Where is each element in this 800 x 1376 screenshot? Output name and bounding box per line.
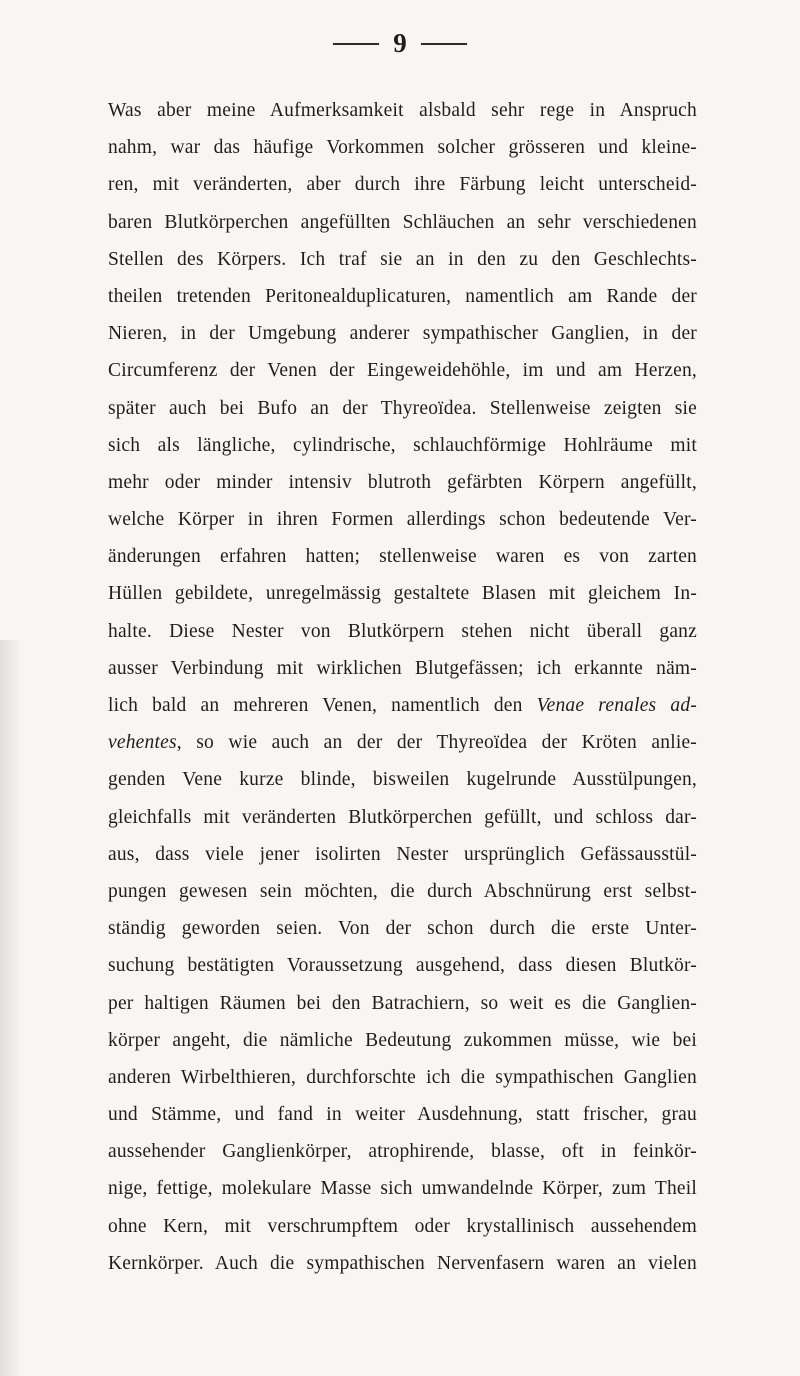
text-line: nahm, war das häufige Vorkommen solcher grösseren und kleine- bbox=[108, 137, 697, 159]
header-rule-left bbox=[333, 43, 379, 45]
text-line: gleichfalls mit veränderten Blutkörperchen gefüllt, und schloss dar- bbox=[108, 806, 697, 828]
text-line: Circumferenz der Venen der Eingeweidehöhle, im und am Herzen, bbox=[108, 360, 697, 382]
text-line: anderen Wirbelthieren, durchforschte ich die sympathischen Ganglien bbox=[108, 1066, 697, 1088]
text-line: ausser Verbindung mit wirklichen Blutgefässen; ich erkannte näm- bbox=[108, 657, 697, 679]
header-rule-right bbox=[421, 43, 467, 45]
text-line: Was aber meine Aufmerksamkeit alsbald sehr rege in Anspruch bbox=[108, 100, 697, 121]
body-paragraph bbox=[108, 92, 697, 1282]
text-line: aus, dass viele jener isolirten Nester ursprünglich Gefässausstül- bbox=[108, 843, 697, 865]
text-line: pungen gewesen sein möchten, die durch Abschnürung erst selbst- bbox=[108, 880, 697, 902]
text-line: aussehender Ganglienkörper, atrophirende, blasse, oft in feinkör- bbox=[108, 1141, 697, 1163]
text-line: suchung bestätigten Voraussetzung ausgehend, dass diesen Blutkör- bbox=[108, 955, 697, 977]
text-line bbox=[108, 687, 697, 724]
text-line: später auch bei Bufo an der Thyreoïdea. Stellenweise zeigten sie bbox=[108, 397, 697, 419]
text-line: Stellen des Körpers. Ich traf sie an in den zu den Geschlechts- bbox=[108, 248, 697, 270]
italic-latin-term: vehentes bbox=[108, 732, 177, 754]
text-line: Nieren, in der Umgebung anderer sympathischer Ganglien, in der bbox=[108, 323, 697, 345]
page-number: 9 bbox=[393, 28, 407, 58]
text-line: halte. Diese Nester von Blutkörpern stehen nicht überall ganz bbox=[108, 620, 697, 642]
text-line: baren Blutkörperchen angefüllten Schläuchen an sehr verschiedenen bbox=[108, 211, 697, 233]
text-line: änderungen erfahren hatten; stellenweise waren es von zarten bbox=[108, 546, 697, 568]
italic-latin-term: Venae renales ad- bbox=[536, 695, 697, 716]
text-segment: , so wie auch an der der Thyreoïdea der Kröten anlie- bbox=[176, 732, 697, 754]
text-segment: lich bald an mehreren Venen, namentlich den bbox=[108, 695, 537, 716]
text-line: ständig geworden seien. Von der schon durch die erste Unter- bbox=[108, 918, 697, 940]
text-line: Kernkörper. Auch die sympathischen Nervenfasern waren an vielen bbox=[108, 1252, 697, 1274]
text-line: ren, mit veränderten, aber durch ihre Färbung leicht unterscheid- bbox=[108, 174, 697, 196]
text-line: körper angeht, die nämliche Bedeutung zukommen müsse, wie bei bbox=[108, 1029, 697, 1051]
text-line: welche Körper in ihren Formen allerdings schon bedeutende Ver- bbox=[108, 509, 697, 531]
page-header bbox=[0, 30, 800, 57]
text-line: theilen tretenden Peritonealduplicaturen, namentlich am Rande der bbox=[108, 285, 697, 307]
text-line: genden Vene kurze blinde, bisweilen kugelrunde Ausstülpungen, bbox=[108, 769, 697, 791]
text-line bbox=[108, 724, 697, 761]
text-line: nige, fettige, molekulare Masse sich umwandelnde Körper, zum Theil bbox=[108, 1178, 697, 1200]
text-line: Hüllen gebildete, unregelmässig gestaltete Blasen mit gleichem In- bbox=[108, 583, 697, 605]
text-line: mehr oder minder intensiv blutroth gefärbten Körpern angefüllt, bbox=[108, 471, 697, 493]
scan-edge-shadow bbox=[0, 640, 22, 1376]
text-line: ohne Kern, mit verschrumpftem oder krystallinisch aussehendem bbox=[108, 1215, 697, 1237]
text-line: per haltigen Räumen bei den Batrachiern, so weit es die Ganglien- bbox=[108, 992, 697, 1014]
text-line: und Stämme, und fand in weiter Ausdehnung, statt frischer, grau bbox=[108, 1104, 697, 1126]
text-line: sich als längliche, cylindrische, schlauchförmige Hohlräume mit bbox=[108, 434, 697, 456]
